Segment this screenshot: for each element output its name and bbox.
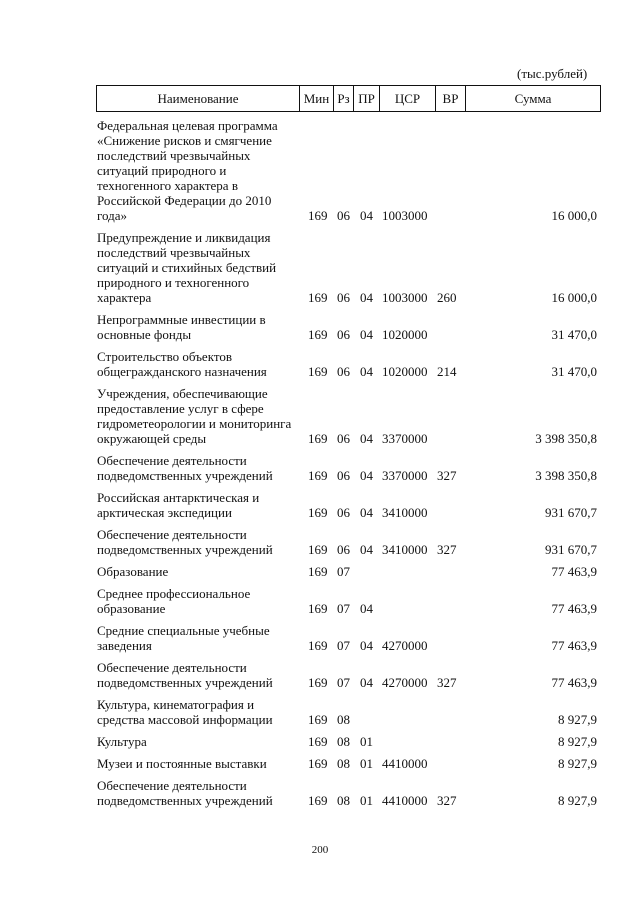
table-row [97, 349, 597, 379]
header-rz: Рз [333, 86, 353, 111]
row-csr: 1003000 [382, 208, 428, 223]
row-min: 169 [308, 364, 328, 379]
row-min: 169 [308, 290, 328, 305]
row-sum: 8 927,9 [558, 712, 597, 727]
header-name: Наименование [157, 90, 239, 106]
row-pr: 01 [360, 756, 373, 771]
row-min: 169 [308, 208, 328, 223]
row-csr: 4270000 [382, 675, 428, 690]
row-min: 169 [308, 675, 328, 690]
row-csr: 3410000 [382, 542, 428, 557]
row-codes [97, 431, 597, 446]
row-codes [97, 793, 597, 808]
header-pr: ПР [353, 86, 379, 111]
row-csr: 3370000 [382, 468, 428, 483]
table-row [97, 734, 597, 749]
row-codes [97, 290, 597, 305]
row-name: Музеи и постоянные выставки [97, 756, 267, 771]
row-name: Обеспечение деятельности подведомственных учреждений [97, 660, 273, 690]
row-codes [97, 468, 597, 483]
row-min: 169 [308, 542, 328, 557]
row-csr: 1003000 [382, 290, 428, 305]
row-min: 169 [308, 638, 328, 653]
row-rz: 06 [337, 468, 350, 483]
row-name: Среднее профессиональное образование [97, 586, 251, 616]
row-min: 169 [308, 756, 328, 771]
row-rz: 06 [337, 327, 350, 342]
row-name: Строительство объектов общегражданского назначения [97, 349, 267, 379]
row-rz: 06 [337, 542, 350, 557]
table-row [97, 778, 597, 808]
row-sum: 8 927,9 [558, 734, 597, 749]
row-pr: 04 [360, 431, 373, 446]
row-min: 169 [308, 734, 328, 749]
row-codes [97, 327, 597, 342]
row-rz: 08 [337, 756, 350, 771]
row-codes [97, 505, 597, 520]
row-sum: 77 463,9 [551, 675, 597, 690]
row-min: 169 [308, 327, 328, 342]
row-sum: 31 470,0 [551, 327, 597, 342]
page-number: 200 [311, 844, 329, 856]
row-name: Федеральная целевая программа «Снижение рисков и смягчение последствий чрезвычайных ситуаций природного и техногенного характера в Российской Федерации до 2010 года» [97, 118, 278, 223]
row-codes [97, 756, 597, 771]
row-rz: 06 [337, 431, 350, 446]
row-sum: 3 398 350,8 [535, 431, 597, 446]
row-min: 169 [308, 505, 328, 520]
table-row [97, 230, 597, 305]
row-csr: 4270000 [382, 638, 428, 653]
row-name: Культура, кинематография и средства массовой информации [97, 697, 273, 727]
table-row [97, 118, 597, 223]
row-min: 169 [308, 564, 328, 579]
row-vr: 260 [437, 290, 457, 305]
row-name: Образование [97, 564, 169, 579]
row-sum: 16 000,0 [551, 290, 597, 305]
header-min: Мин [299, 86, 333, 111]
row-sum: 77 463,9 [551, 638, 597, 653]
table-row [97, 623, 597, 653]
row-min: 169 [308, 468, 328, 483]
row-name: Обеспечение деятельности подведомственных учреждений [97, 778, 273, 808]
table-row [97, 756, 597, 771]
row-pr: 04 [360, 675, 373, 690]
table-row [97, 564, 597, 579]
header-sum: Сумма [465, 86, 600, 111]
row-sum: 77 463,9 [551, 564, 597, 579]
row-vr: 214 [437, 364, 457, 379]
row-rz: 07 [337, 638, 350, 653]
row-rz: 08 [337, 712, 350, 727]
row-sum: 8 927,9 [558, 756, 597, 771]
table-row [97, 527, 597, 557]
row-sum: 3 398 350,8 [535, 468, 597, 483]
table-row [97, 312, 597, 342]
table-header [96, 85, 601, 112]
row-rz: 07 [337, 675, 350, 690]
row-codes [97, 638, 597, 653]
row-csr: 4410000 [382, 756, 428, 771]
row-name: Средние специальные учебные заведения [97, 623, 270, 653]
row-codes [97, 564, 597, 579]
header-csr: ЦСР [379, 86, 435, 111]
row-sum: 31 470,0 [551, 364, 597, 379]
header-vr: ВР [435, 86, 465, 111]
table-row [97, 586, 597, 616]
table-body [97, 118, 597, 815]
row-rz: 07 [337, 564, 350, 579]
row-pr: 01 [360, 793, 373, 808]
row-rz: 07 [337, 601, 350, 616]
row-min: 169 [308, 431, 328, 446]
row-name: Предупреждение и ликвидация последствий чрезвычайных ситуаций и стихийных бедствий природного и техногенного характера [97, 230, 277, 305]
row-sum: 8 927,9 [558, 793, 597, 808]
row-rz: 06 [337, 505, 350, 520]
row-name: Обеспечение деятельности подведомственных учреждений [97, 453, 273, 483]
row-pr: 04 [360, 364, 373, 379]
row-vr: 327 [437, 468, 457, 483]
row-vr: 327 [437, 675, 457, 690]
row-csr: 1020000 [382, 364, 428, 379]
row-sum: 931 670,7 [545, 505, 597, 520]
row-codes [97, 675, 597, 690]
row-name: Непрограммные инвестиции в основные фонды [97, 312, 266, 342]
row-codes [97, 601, 597, 616]
row-name: Культура [97, 734, 147, 749]
row-pr: 04 [360, 327, 373, 342]
row-csr: 1020000 [382, 327, 428, 342]
units-note: (тыс.рублей) [517, 66, 588, 81]
row-pr: 04 [360, 290, 373, 305]
row-rz: 08 [337, 793, 350, 808]
table-row [97, 490, 597, 520]
table-row [97, 697, 597, 727]
row-pr: 04 [360, 468, 373, 483]
row-name: Обеспечение деятельности подведомственных учреждений [97, 527, 273, 557]
row-codes [97, 542, 597, 557]
row-csr: 4410000 [382, 793, 428, 808]
row-sum: 16 000,0 [551, 208, 597, 223]
table-row [97, 660, 597, 690]
row-csr: 3370000 [382, 431, 428, 446]
table-row [97, 453, 597, 483]
row-sum: 77 463,9 [551, 601, 597, 616]
row-rz: 06 [337, 208, 350, 223]
row-pr: 04 [360, 505, 373, 520]
row-codes [97, 734, 597, 749]
row-rz: 08 [337, 734, 350, 749]
row-vr: 327 [437, 542, 457, 557]
table-row [97, 386, 597, 446]
row-vr: 327 [437, 793, 457, 808]
row-pr: 04 [360, 542, 373, 557]
row-rz: 06 [337, 290, 350, 305]
row-name: Учреждения, обеспечивающие предоставление услуг в сфере гидрометеорологии и мониторинга окружающей среды [97, 386, 292, 446]
row-min: 169 [308, 601, 328, 616]
row-pr: 04 [360, 601, 373, 616]
row-sum: 931 670,7 [545, 542, 597, 557]
row-min: 169 [308, 712, 328, 727]
row-csr: 3410000 [382, 505, 428, 520]
row-min: 169 [308, 793, 328, 808]
row-name: Российская антарктическая и арктическая экспедиции [97, 490, 260, 520]
row-pr: 04 [360, 208, 373, 223]
row-pr: 01 [360, 734, 373, 749]
row-rz: 06 [337, 364, 350, 379]
row-codes [97, 208, 597, 223]
row-codes [97, 712, 597, 727]
row-codes [97, 364, 597, 379]
row-pr: 04 [360, 638, 373, 653]
